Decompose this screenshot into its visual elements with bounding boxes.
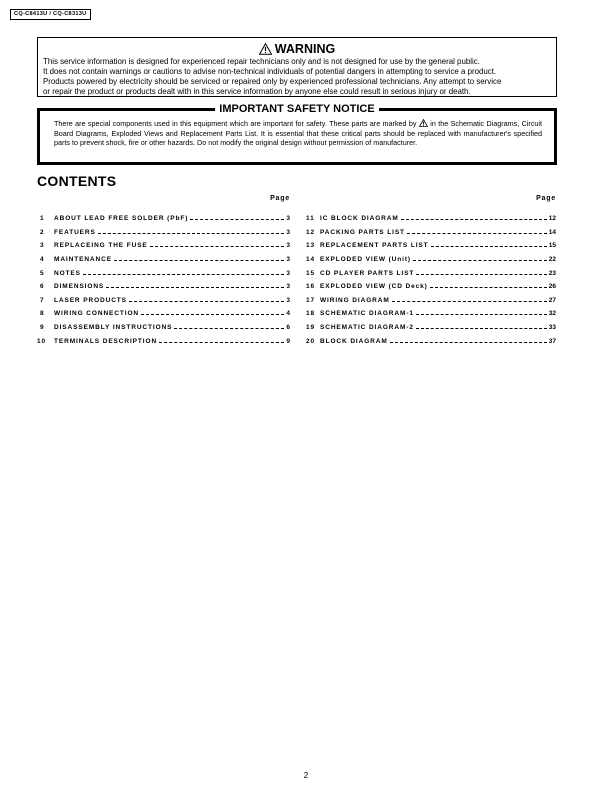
toc-entry-page: 9 [286, 337, 290, 345]
toc-entry-label: SCHEMATIC DIAGRAM-2 [320, 324, 414, 332]
toc-entry-label: REPLACEING THE FUSE [54, 242, 148, 250]
page-number: 2 [303, 771, 309, 780]
toc-entry-number: 7 [40, 296, 45, 304]
toc-entry-page: 4 [286, 310, 290, 318]
toc-leader-line [390, 342, 547, 343]
toc-entry-number: 13 [306, 242, 316, 250]
toc-entry[interactable] [40, 280, 290, 294]
toc-leader-line [159, 342, 284, 343]
toc-entry[interactable] [40, 226, 290, 240]
warning-text [43, 57, 551, 97]
toc-entry-label: MAINTENANCE [54, 256, 112, 264]
toc-leader-line [114, 260, 284, 261]
toc-entry-page: 6 [286, 324, 290, 332]
toc-entry-page: 3 [286, 269, 290, 277]
toc-entry-number: 12 [306, 228, 316, 236]
toc-entry-label: ABOUT LEAD FREE SOLDER (PbF) [54, 215, 189, 223]
toc-entry-number: 9 [40, 324, 45, 332]
toc-entry[interactable] [306, 307, 556, 321]
toc-leader-line [174, 328, 284, 329]
toc-entry-label: WIRING DIAGRAM [320, 296, 390, 304]
toc-entry-page: 14 [548, 228, 556, 236]
warning-line: This service information is designed for experienced repair technicians only and is not designed for use by the general public. [43, 57, 480, 66]
toc-entry-page: 3 [286, 215, 290, 223]
toc-entry-label: DISASSEMBLY INSTRUCTIONS [54, 324, 173, 332]
toc-entry[interactable] [37, 334, 290, 348]
toc-entry[interactable] [40, 212, 290, 226]
warning-line: It does not contain warnings or cautions to advise non-technical individuals of potential dangers in attempting to service a product. [43, 67, 497, 76]
toc-entry-page: 32 [548, 310, 556, 318]
toc-entry-number: 15 [306, 269, 316, 277]
safety-text-part1: There are special components used in this equipment which are important for safety. These parts are marked by [54, 119, 417, 128]
toc-entry[interactable] [40, 253, 290, 267]
toc-entry[interactable] [40, 239, 290, 253]
toc-entry[interactable] [306, 334, 556, 348]
toc-entry-page: 15 [548, 242, 556, 250]
toc-entry-page: 22 [548, 256, 556, 264]
toc-entry-page: 26 [548, 283, 556, 291]
toc-entry-number: 17 [306, 296, 316, 304]
toc-entry-number: 4 [40, 256, 45, 264]
toc-entry-page: 12 [548, 215, 556, 223]
toc-entry-label: CD PLAYER PARTS LIST [320, 269, 415, 277]
toc-entry-page: 23 [548, 269, 556, 277]
toc-entry[interactable] [306, 280, 556, 294]
toc-leader-line [106, 287, 284, 288]
toc-entry-number: 2 [40, 228, 45, 236]
toc-entry-number: 19 [306, 324, 316, 332]
toc-entry-page: 37 [548, 337, 556, 345]
toc-entry-page: 3 [286, 256, 290, 264]
toc-entry-page: 3 [286, 296, 290, 304]
toc-entry-number: 6 [40, 283, 45, 291]
toc-entry-number: 16 [306, 283, 316, 291]
toc-entry[interactable] [306, 321, 556, 335]
toc-entry-label: LASER PRODUCTS [54, 296, 127, 304]
toc-right-column [306, 194, 556, 348]
toc-entry-label: FEATUERS [54, 228, 96, 236]
warning-triangle-icon [259, 43, 272, 55]
toc-entry[interactable] [40, 307, 290, 321]
page-column-header: Page [536, 195, 556, 202]
toc-entry-label: DIMENSIONS [54, 283, 105, 291]
toc-entry-page: 3 [286, 228, 290, 236]
toc-entry-label: BLOCK DIAGRAM [320, 337, 388, 345]
warning-line: Products powered by electricity should be serviced or repaired only by experienced professional technicians. Any attempt to service [43, 77, 502, 86]
toc-entry-number: 10 [37, 337, 47, 345]
toc-entry-page: 27 [548, 296, 556, 304]
safety-notice-box [37, 103, 557, 165]
toc-entry-label: REPLACEMENT PARTS LIST [320, 242, 429, 250]
toc-leader-line [401, 219, 547, 220]
toc-entry[interactable] [40, 294, 290, 308]
warning-line: or repair the product or products dealt with in this service information by anyone else could result in serious injury or death. [43, 87, 471, 96]
warning-title [43, 41, 551, 57]
toc-leader-line [407, 233, 547, 234]
toc-entry[interactable] [306, 226, 556, 240]
toc-entry-page: 3 [286, 242, 290, 250]
toc-entry[interactable] [306, 212, 556, 226]
toc-entry-page: 33 [548, 324, 556, 332]
toc-entry-number: 3 [40, 242, 45, 250]
toc-entry-number: 8 [40, 310, 45, 318]
toc-leader-line [413, 260, 547, 261]
toc-entry-number: 5 [40, 269, 45, 277]
toc-right-list [306, 212, 556, 348]
page-column-header: Page [270, 195, 290, 202]
toc-leader-line [416, 274, 547, 275]
safety-text-part2: in the Schematic Diagrams, Circuit Board Diagrams, Exploded Views and Replacement Parts List. It is essential that these critical parts should be replaced with manufacturer's specified parts to prevent shock, fire or other hazards. Do not modify the original design without permission of manufacturer. [54, 119, 543, 147]
warning-title-text: WARNING [274, 41, 336, 56]
safety-notice-text [54, 119, 542, 148]
toc-entry[interactable] [306, 266, 556, 280]
toc-entry-number: 11 [306, 215, 315, 223]
toc-entry-number: 14 [306, 256, 316, 264]
toc-entry[interactable] [40, 321, 290, 335]
toc-leader-line [392, 301, 547, 302]
toc-left-column [37, 194, 290, 348]
toc-leader-line [431, 246, 547, 247]
warning-triangle-icon [419, 119, 428, 127]
toc-leader-line [150, 246, 284, 247]
toc-leader-line [98, 233, 284, 234]
toc-entry-number: 20 [306, 337, 316, 345]
toc-entry[interactable] [306, 239, 556, 253]
warning-box [37, 37, 557, 97]
toc-entry-label: EXPLODED VIEW (CD Deck) [320, 283, 428, 291]
safety-notice-title: IMPORTANT SAFETY NOTICE [40, 103, 554, 115]
toc-entry[interactable] [40, 266, 290, 280]
toc-leader-line [430, 287, 547, 288]
model-tag: CQ-C8413U / CQ-C8313U [10, 9, 91, 20]
contents-title: CONTENTS [37, 173, 117, 189]
toc-entry[interactable] [306, 294, 556, 308]
toc-entry-label: PACKING PARTS LIST [320, 228, 405, 236]
toc-entry-number: 18 [306, 310, 316, 318]
toc-entry-label: IC BLOCK DIAGRAM [320, 215, 399, 223]
toc-leader-line [129, 301, 284, 302]
toc-entry-label: NOTES [54, 269, 81, 277]
toc-entry[interactable] [306, 253, 556, 267]
toc-entry-label: TERMINALS DESCRIPTION [54, 337, 158, 345]
toc-leader-line [416, 328, 547, 329]
toc-entry-label: EXPLODED VIEW (Unit) [320, 256, 411, 264]
toc-entry-page: 3 [286, 283, 290, 291]
toc-entry-label: WIRING CONNECTION [54, 310, 139, 318]
toc-entry-number: 1 [40, 215, 45, 223]
toc-left-list [37, 212, 290, 348]
toc-leader-line [141, 314, 284, 315]
toc-leader-line [416, 314, 547, 315]
toc-leader-line [83, 274, 284, 275]
toc-leader-line [190, 219, 284, 220]
toc-entry-label: SCHEMATIC DIAGRAM-1 [320, 310, 414, 318]
